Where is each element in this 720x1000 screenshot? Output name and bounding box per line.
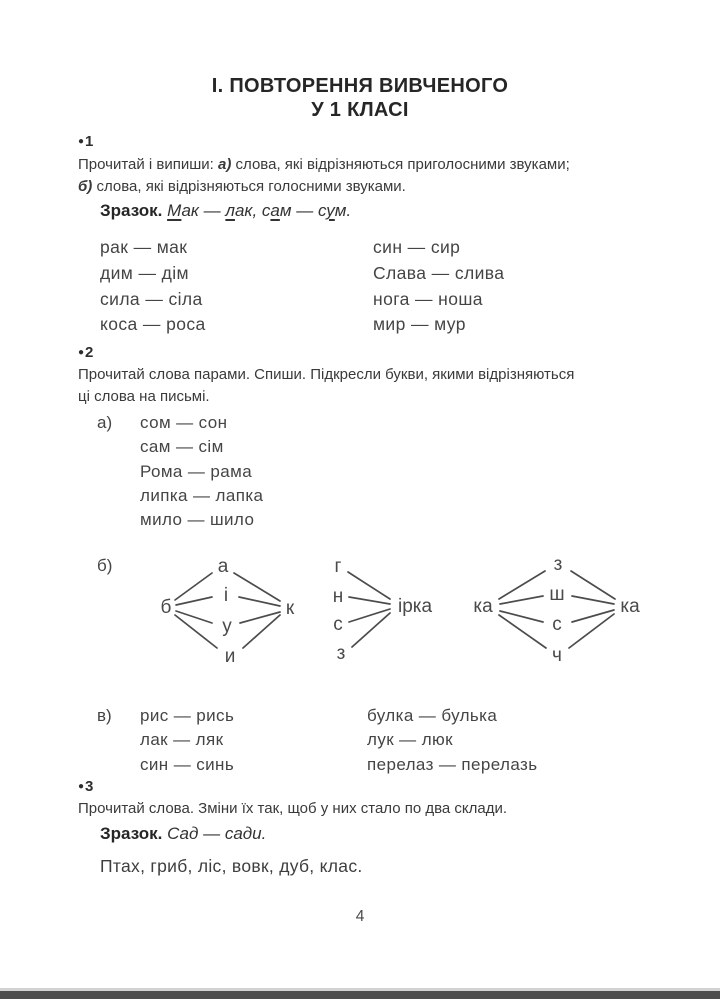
exercise-3-instruction: Прочитай слова. Зміни їх так, щоб у них стало по два склади. (78, 800, 508, 817)
exercise-1-marker (78, 133, 93, 150)
diagram-2-left-letter: н (332, 586, 344, 607)
word-pair: мило — шило (140, 510, 255, 530)
exercise-3-words: Птах, гриб, ліс, вовк, дуб, клас. (100, 856, 363, 876)
exercise-2-instruction-line-1: Прочитай слова парами. Спиши. Підкресли букви, якими відрізняються (78, 366, 575, 383)
exercise-2a-pairs (140, 411, 263, 532)
diagram-1-left-letter: б (160, 597, 172, 618)
part-a-label: а) (97, 413, 113, 432)
exercise-2v-pairs-left (140, 704, 234, 777)
underlined-letter: л (225, 201, 235, 220)
page-title (0, 74, 720, 122)
diagram-2-left-letter: с (333, 614, 343, 635)
diagram-1-middle-letter: і (223, 585, 229, 606)
word-pair: нога — ноша (373, 288, 483, 309)
exercise-1-instruction-line-1 (78, 154, 656, 176)
diagram-3-middle-letter: ч (552, 645, 562, 666)
part-b-label: б) (97, 556, 113, 575)
diagram-3-middle-letter: с (552, 614, 562, 635)
page-number: 4 (355, 908, 365, 925)
title-line-2: У 1 КЛАСІ (311, 99, 409, 121)
word-pair: лак — ляк (140, 730, 224, 750)
page-bottom-edge-dark (0, 991, 720, 999)
sample-text: Мак — лак, сам — сум. (167, 201, 352, 220)
word-pair: коса — роса (100, 314, 206, 335)
exercise-1-sample (100, 201, 351, 221)
word-pair: лук — люк (367, 730, 454, 750)
diagram-2-ending: ірка (398, 596, 433, 617)
word-pair: липка — лапка (140, 485, 264, 505)
diagram-1-middle-letter: и (224, 646, 236, 667)
exercise-1-instruction (78, 154, 656, 197)
word-pair: сила — сіла (100, 288, 203, 309)
word-pair: син — сир (373, 237, 461, 257)
title-line-1: І. ПОВТОРЕННЯ ВИВЧЕНОГО (211, 75, 509, 97)
exercise-1-number: 1 (85, 133, 94, 150)
exercise-bullet-icon: ● (78, 347, 85, 358)
exercise-2-marker (78, 344, 93, 361)
instruction-text: слова, які відрізняються голосними звуками. (92, 177, 406, 195)
word-pair: син — синь (140, 754, 235, 774)
instruction-text: слова, які відрізняються приголосними звуками; (231, 156, 570, 173)
word-pair: Рома — рама (140, 461, 253, 481)
exercise-3-number: 3 (85, 778, 94, 795)
exercise-1-pairs-right (373, 235, 504, 338)
sample-label: Зразок. (100, 201, 163, 220)
item-b-label: б) (78, 177, 93, 195)
diagram-1 (161, 556, 295, 667)
exercise-2-number: 2 (85, 344, 94, 361)
word-pair: рак — мак (100, 237, 188, 257)
word-pair: сом — сон (140, 413, 228, 432)
underlined-letter: а (270, 201, 280, 220)
diagram-1-middle-letter: а (217, 556, 229, 577)
word-pair: Слава — слива (373, 262, 505, 283)
word-pair: булка — булька (367, 706, 498, 725)
exercise-1-instruction-line-2 (78, 176, 656, 198)
sample-text: Сад — сади. (162, 824, 267, 843)
word-pair: рис — рись (140, 706, 235, 725)
sample-label: Зразок. (100, 824, 163, 843)
exercise-3-marker (78, 778, 93, 795)
diagram-3-right-syllable: ка (620, 596, 640, 617)
diagram-2 (333, 556, 433, 664)
word-pair: мир — мур (373, 314, 466, 335)
diagram-3-left-syllable: ка (473, 596, 493, 617)
letter-web-diagrams (90, 545, 660, 685)
exercise-3-sample (100, 824, 266, 844)
diagram-3-middle-letter: ш (549, 584, 565, 605)
underlined-letter: у (326, 201, 335, 220)
exercise-2-instruction-line-2: ці слова на письмі. (78, 387, 210, 405)
word-pair: сам — сім (140, 437, 224, 457)
diagram-1-right-letter: к (285, 598, 295, 619)
item-a-label: а) (218, 156, 232, 173)
diagram-1-middle-letter: у (222, 616, 232, 637)
diagram-2-left-letter: з (336, 643, 346, 664)
diagram-3-middle-letter: з (553, 554, 563, 575)
diagram-2-left-letter: г (334, 556, 342, 577)
diagram-3 (473, 554, 640, 666)
word-pair: перелаз — перелазь (367, 754, 538, 774)
underlined-letter: М (167, 201, 182, 220)
exercise-2-instruction (78, 364, 656, 407)
instruction-text: Прочитай і випиши: (78, 156, 219, 173)
exercise-bullet-icon: ● (78, 781, 85, 792)
exercise-2v-pairs-right (367, 704, 537, 777)
exercise-bullet-icon: ● (78, 136, 85, 147)
part-v-label: в) (97, 706, 112, 725)
exercise-1-pairs-left (100, 235, 206, 338)
word-pair: дим — дім (100, 262, 189, 283)
